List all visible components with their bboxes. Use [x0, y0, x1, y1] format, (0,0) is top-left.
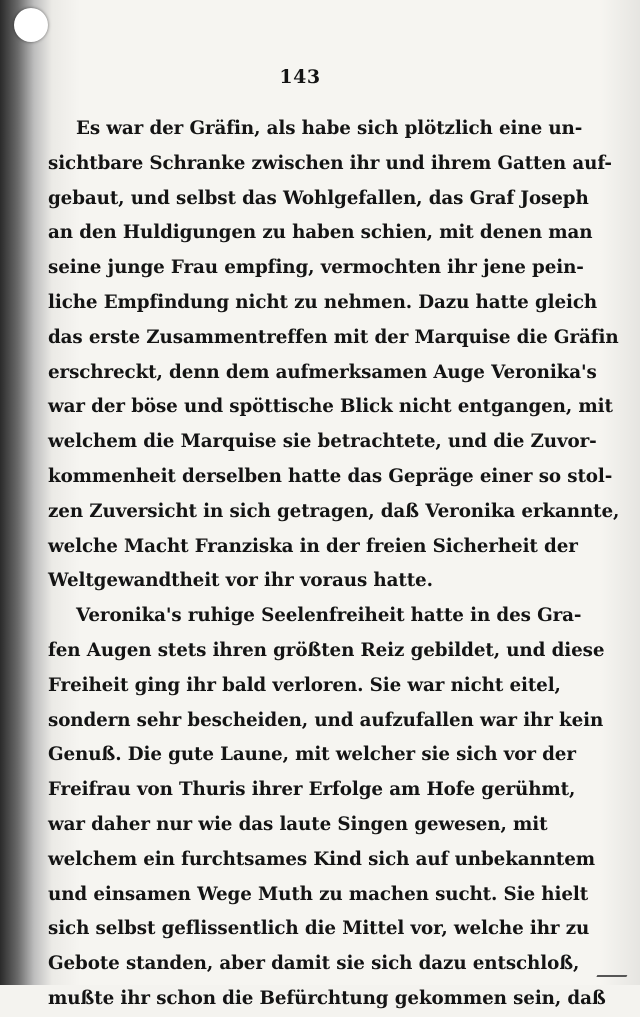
text-line: zen Zuversicht in sich getragen, daß Veronika erkannte, — [48, 500, 620, 522]
text-line: und einsamen Wege Muth zu machen sucht. Sie hielt — [48, 883, 589, 905]
text-line: mußte ihr schon die Befürchtung gekommen sein, daß — [48, 987, 606, 1009]
page-number: 143 — [279, 66, 321, 88]
text-line: Weltgewandtheit vor ihr voraus hatte. — [48, 570, 433, 592]
text-line: welchem die Marquise sie betrachtete, und die Zuvor- — [48, 431, 597, 453]
page-corner-mark — [596, 953, 637, 977]
text-line: sichtbare Schranke zwischen ihr und ihrem Gatten auf- — [48, 152, 612, 174]
text-line: seine junge Frau empfing, vermochten ihr jene pein- — [48, 257, 584, 279]
text-line: welchem ein furchtsames Kind sich auf unbekanntem — [48, 848, 596, 870]
text-line: Freiheit ging ihr bald verloren. Sie war nicht eitel, — [48, 674, 561, 696]
text-line: war der böse und spöttische Blick nicht entgangen, mit — [48, 396, 613, 418]
text-line: an den Huldigungen zu haben schien, mit denen man — [48, 222, 593, 244]
text-line: kommenheit derselben hatte das Gepräge einer so stol- — [48, 465, 613, 487]
body-text — [48, 112, 620, 1017]
text-line: Gebote standen, aber damit sie sich dazu entschloß, — [48, 953, 580, 975]
text-line: gebaut, und selbst das Wohlgefallen, das Graf Joseph — [48, 187, 589, 209]
text-line: sondern sehr bescheiden, und aufzufallen war ihr kein — [48, 709, 604, 731]
text-line: welche Macht Franziska in der freien Sicherheit der — [48, 535, 578, 557]
text-line: Genuß. Die gute Laune, mit welcher sie sich vor der — [48, 744, 576, 766]
text-line: war daher nur wie das laute Singen gewesen, mit — [48, 813, 548, 835]
text-line: erschreckt, denn dem aufmerksamen Auge Veronika's — [48, 361, 597, 383]
binding-hole — [14, 8, 48, 42]
text-line: Veronika's ruhige Seelenfreiheit hatte in des Gra- — [76, 605, 582, 627]
text-line: das erste Zusammentreffen mit der Marquise die Gräfin — [48, 326, 619, 348]
text-line: Freifrau von Thuris ihrer Erfolge am Hofe gerühmt, — [48, 779, 576, 801]
text-line: Es war der Gräfin, als habe sich plötzlich eine un- — [76, 118, 583, 139]
text-line: fen Augen stets ihren größten Reiz gebildet, und diese — [48, 639, 605, 661]
text-line: liche Empfindung nicht zu nehmen. Dazu hatte gleich — [48, 291, 598, 313]
text-line: sich selbst geflissentlich die Mittel vor, welche ihr zu — [48, 918, 590, 940]
